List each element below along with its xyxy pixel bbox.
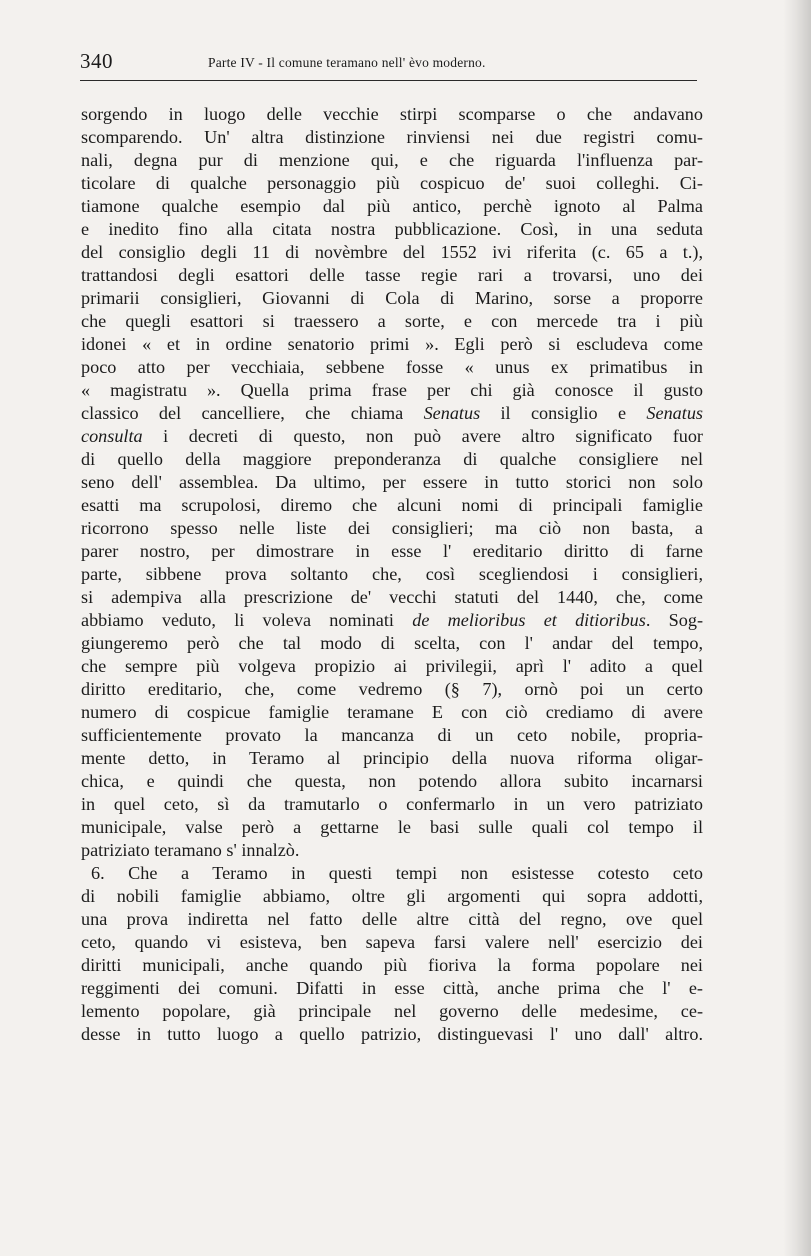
text-line: « magistratu ». Quella prima frase per chi già conosce il gusto	[81, 380, 703, 400]
text-line: lemento popolare, già principale nel governo delle medesime, ce-	[81, 1001, 703, 1021]
text-line: municipale, valse però a gettarne le basi sulle quali col tempo il	[81, 817, 703, 837]
text-line: si adempiva alla prescrizione de' vecchi statuti del 1440, che, come	[81, 587, 703, 607]
italic-term: Senatus	[423, 403, 481, 423]
text-line: e inedito fino alla citata nostra pubblicazione. Così, in una seduta	[81, 219, 703, 239]
text-line: diritti municipali, anche quando più fioriva la forma popolare nei	[81, 955, 703, 975]
text-line: primarii consiglieri, Giovanni di Cola di Marino, sorse a proporre	[81, 288, 703, 308]
text-line-mixed	[81, 609, 703, 632]
text-line: ticolare di qualche personaggio più cospicuo de' suoi colleghi. Ci-	[81, 173, 703, 193]
text-segment: i decreti di questo, non può avere altro significato fuor	[142, 426, 703, 446]
text-line: chica, e quindi che questa, non potendo allora subito incarnarsi	[81, 771, 703, 791]
text-line: tiamone qualche esempio dal più antico, perchè ignoto al Palma	[81, 196, 703, 216]
text-line-paragraph-start: 6. Che a Teramo in questi tempi non esistesse cotesto ceto	[91, 863, 703, 883]
header-rule	[80, 80, 697, 81]
text-line-mixed	[81, 402, 703, 425]
text-line: che quegli esattori si traessero a sorte, e con mercede tra i più	[81, 311, 703, 331]
text-line: poco atto per vecchiaia, sebbene fosse « unus ex primatibus in	[81, 357, 703, 377]
italic-term: Senatus	[646, 403, 703, 423]
text-line: una prova indiretta nel fatto delle altre città del regno, ove quel	[81, 909, 703, 929]
body-text	[81, 103, 703, 1046]
text-segment: classico del cancelliere, che chiama	[81, 403, 424, 423]
page-edge-shadow	[783, 0, 811, 1256]
text-line: ceto, quando vi esisteva, ben sapeva farsi valere nell' esercizio dei	[81, 932, 703, 952]
text-line: di quello della maggiore preponderanza di qualche consigliere nel	[81, 449, 703, 469]
text-line: mente detto, in Teramo al principio della nuova riforma oligar-	[81, 748, 703, 768]
text-line: seno dell' assemblea. Da ultimo, per essere in tutto storici non solo	[81, 472, 703, 492]
text-line: giungeremo però che tal modo di scelta, con l' andar del tempo,	[81, 633, 703, 653]
text-line: nali, degna pur di menzione qui, e che riguarda l'influenza par-	[81, 150, 703, 170]
text-line: parte, sibbene prova soltanto che, così scegliendosi i consiglieri,	[81, 564, 703, 584]
text-line: diritto ereditario, che, come vedremo (§ 7), ornò poi un certo	[81, 679, 703, 699]
text-line: desse in tutto luogo a quello patrizio, distinguevasi l' uno dall' altro.	[81, 1024, 703, 1044]
running-head	[80, 49, 700, 81]
text-line: che sempre più volgeva propizio ai privilegii, aprì l' adito a quel	[81, 656, 703, 676]
text-line: in quel ceto, sì da tramutarlo o confermarlo in un vero patriziato	[81, 794, 703, 814]
text-line-paragraph-end: patriziato teramano s' innalzò.	[81, 840, 300, 860]
text-line-mixed	[81, 425, 703, 448]
text-line: del consiglio degli 11 di novèmbre del 1552 ivi riferita (c. 65 a t.),	[81, 242, 703, 262]
text-line: esatti ma scrupolosi, diremo che alcuni nomi di principali famiglie	[81, 495, 703, 515]
text-segment: abbiamo veduto, li voleva nominati	[81, 610, 413, 630]
text-line: sorgendo in luogo delle vecchie stirpi scomparse o che andavano	[81, 104, 703, 124]
text-line: idonei « et in ordine senatorio primi ». Egli però si escludeva come	[81, 334, 703, 354]
italic-term: consulta	[81, 426, 143, 446]
text-line: parer nostro, per dimostrare in esse l' ereditario diritto di farne	[81, 541, 703, 561]
text-line: sufficientemente provato la mancanza di un ceto nobile, propria-	[81, 725, 703, 745]
italic-term: de melioribus et ditioribus	[412, 610, 646, 630]
page-number: 340	[80, 49, 113, 73]
text-line: scomparendo. Un' altra distinzione rinviensi nei due registri comu-	[81, 127, 703, 147]
text-line: ricorrono spesso nelle liste dei consiglieri; ma ciò non basta, a	[81, 518, 703, 538]
text-line: di nobili famiglie abbiamo, oltre gli argomenti qui sopra addotti,	[81, 886, 703, 906]
text-segment: il consiglio e	[480, 403, 647, 423]
text-line: trattandosi degli esattori delle tasse regie rari a trovarsi, uno dei	[81, 265, 703, 285]
text-line: reggimenti dei comuni. Difatti in esse città, anche prima che l' e-	[81, 978, 703, 998]
running-title: Parte IV - Il comune teramano nell' èvo moderno.	[208, 55, 486, 70]
text-line: numero di cospicue famiglie teramane E con ciò crediamo di avere	[81, 702, 703, 722]
text-segment: . Sog-	[645, 610, 704, 630]
